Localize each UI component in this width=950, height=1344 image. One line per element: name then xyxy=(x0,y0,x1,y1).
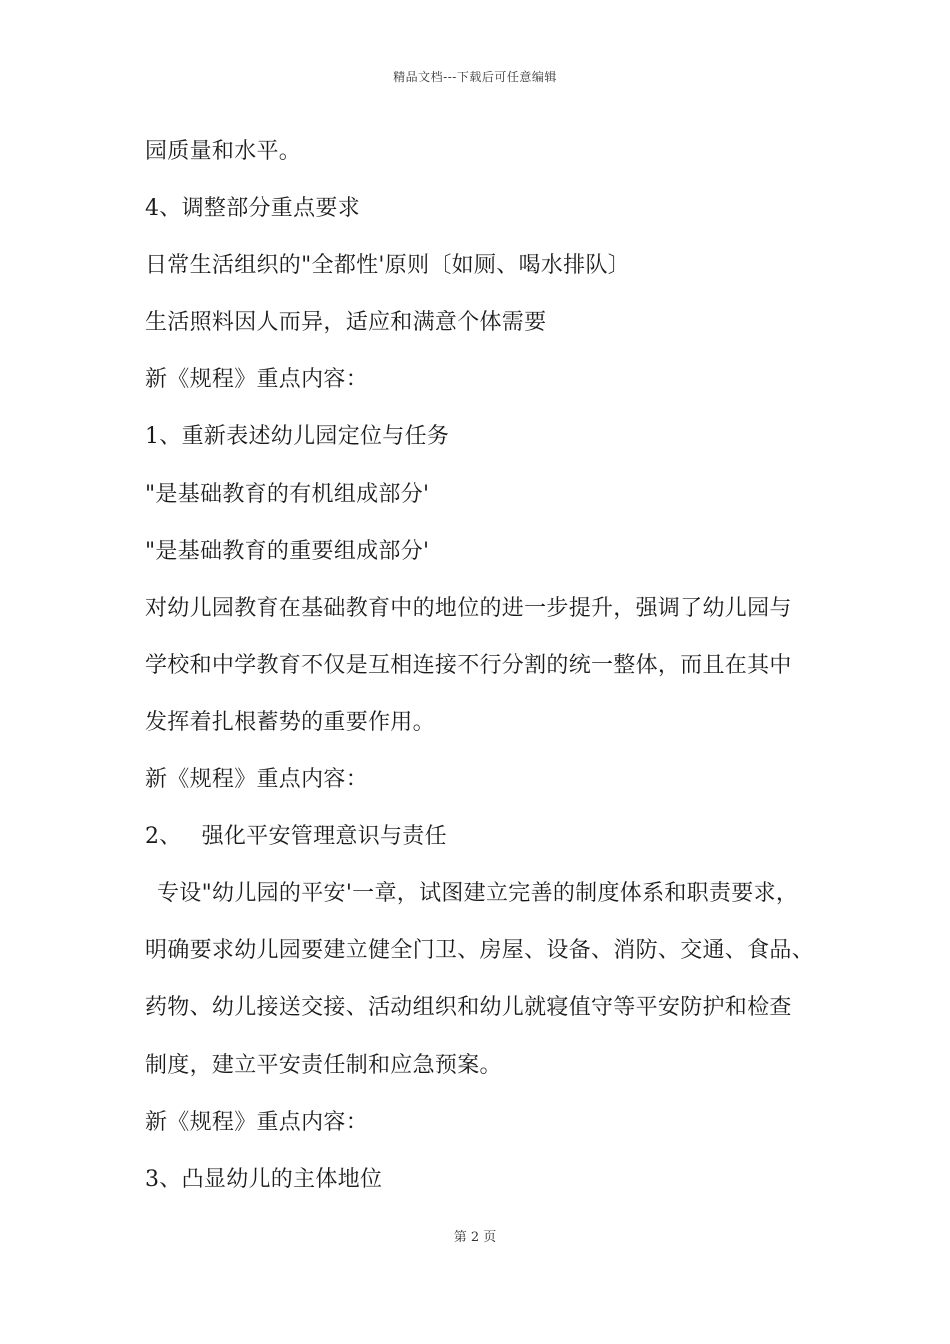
paragraph-line: "是基础教育的有机组成部分' xyxy=(145,481,430,507)
paragraph-line: 发挥着扎根蓄势的重要作用。 xyxy=(145,709,435,735)
document-body xyxy=(145,133,835,1218)
section-number: 2、 xyxy=(145,824,182,850)
paragraph-line: 日常生活组织的"全都性'原则〔如厕、喝水排队〕 xyxy=(145,253,631,279)
paragraph-line: 制度，建立平安责任制和应急预案。 xyxy=(145,1052,502,1078)
paragraph-line xyxy=(145,875,835,932)
section-heading: 1、重新表述幼儿园定位与任务 xyxy=(145,424,450,450)
page-number: 第 2 页 xyxy=(453,1230,497,1245)
section-heading: 新《规程》重点内容： xyxy=(145,367,369,393)
section-title: 强化平安管理意识与责任 xyxy=(201,824,447,850)
section-heading: 4、调整部分重点要求 xyxy=(145,196,360,222)
section-heading: 新《规程》重点内容： xyxy=(145,767,369,793)
section-heading xyxy=(145,818,835,875)
paragraph-line: 园质量和水平。 xyxy=(145,139,302,164)
paragraph-text: 专设"幼儿园的平安'一章，试图建立完善的制度体系和职责要求， xyxy=(157,881,799,907)
paragraph-line: 明确要求幼儿园要建立健全门卫、房屋、设备、消防、交通、食品、 xyxy=(145,938,815,964)
section-heading: 3、凸显幼儿的主体地位 xyxy=(145,1166,383,1192)
paragraph-line: 药物、幼儿接送交接、活动组织和幼儿就寝值守等平安防护和检查 xyxy=(145,995,792,1021)
paragraph-line: 生活照料因人而异，适应和满意个体需要 xyxy=(145,310,547,336)
paragraph-line: 学校和中学教育不仅是互相连接不行分割的统一整体，而且在其中 xyxy=(145,652,792,678)
section-heading: 新《规程》重点内容： xyxy=(145,1109,369,1135)
paragraph-line: "是基础教育的重要组成部分' xyxy=(145,538,430,564)
paragraph-line: 对幼儿园教育在基础教育中的地位的进一步提升，强调了幼儿园与 xyxy=(145,595,792,621)
page-header: 精品文档---下载后可任意编辑 xyxy=(393,70,557,84)
